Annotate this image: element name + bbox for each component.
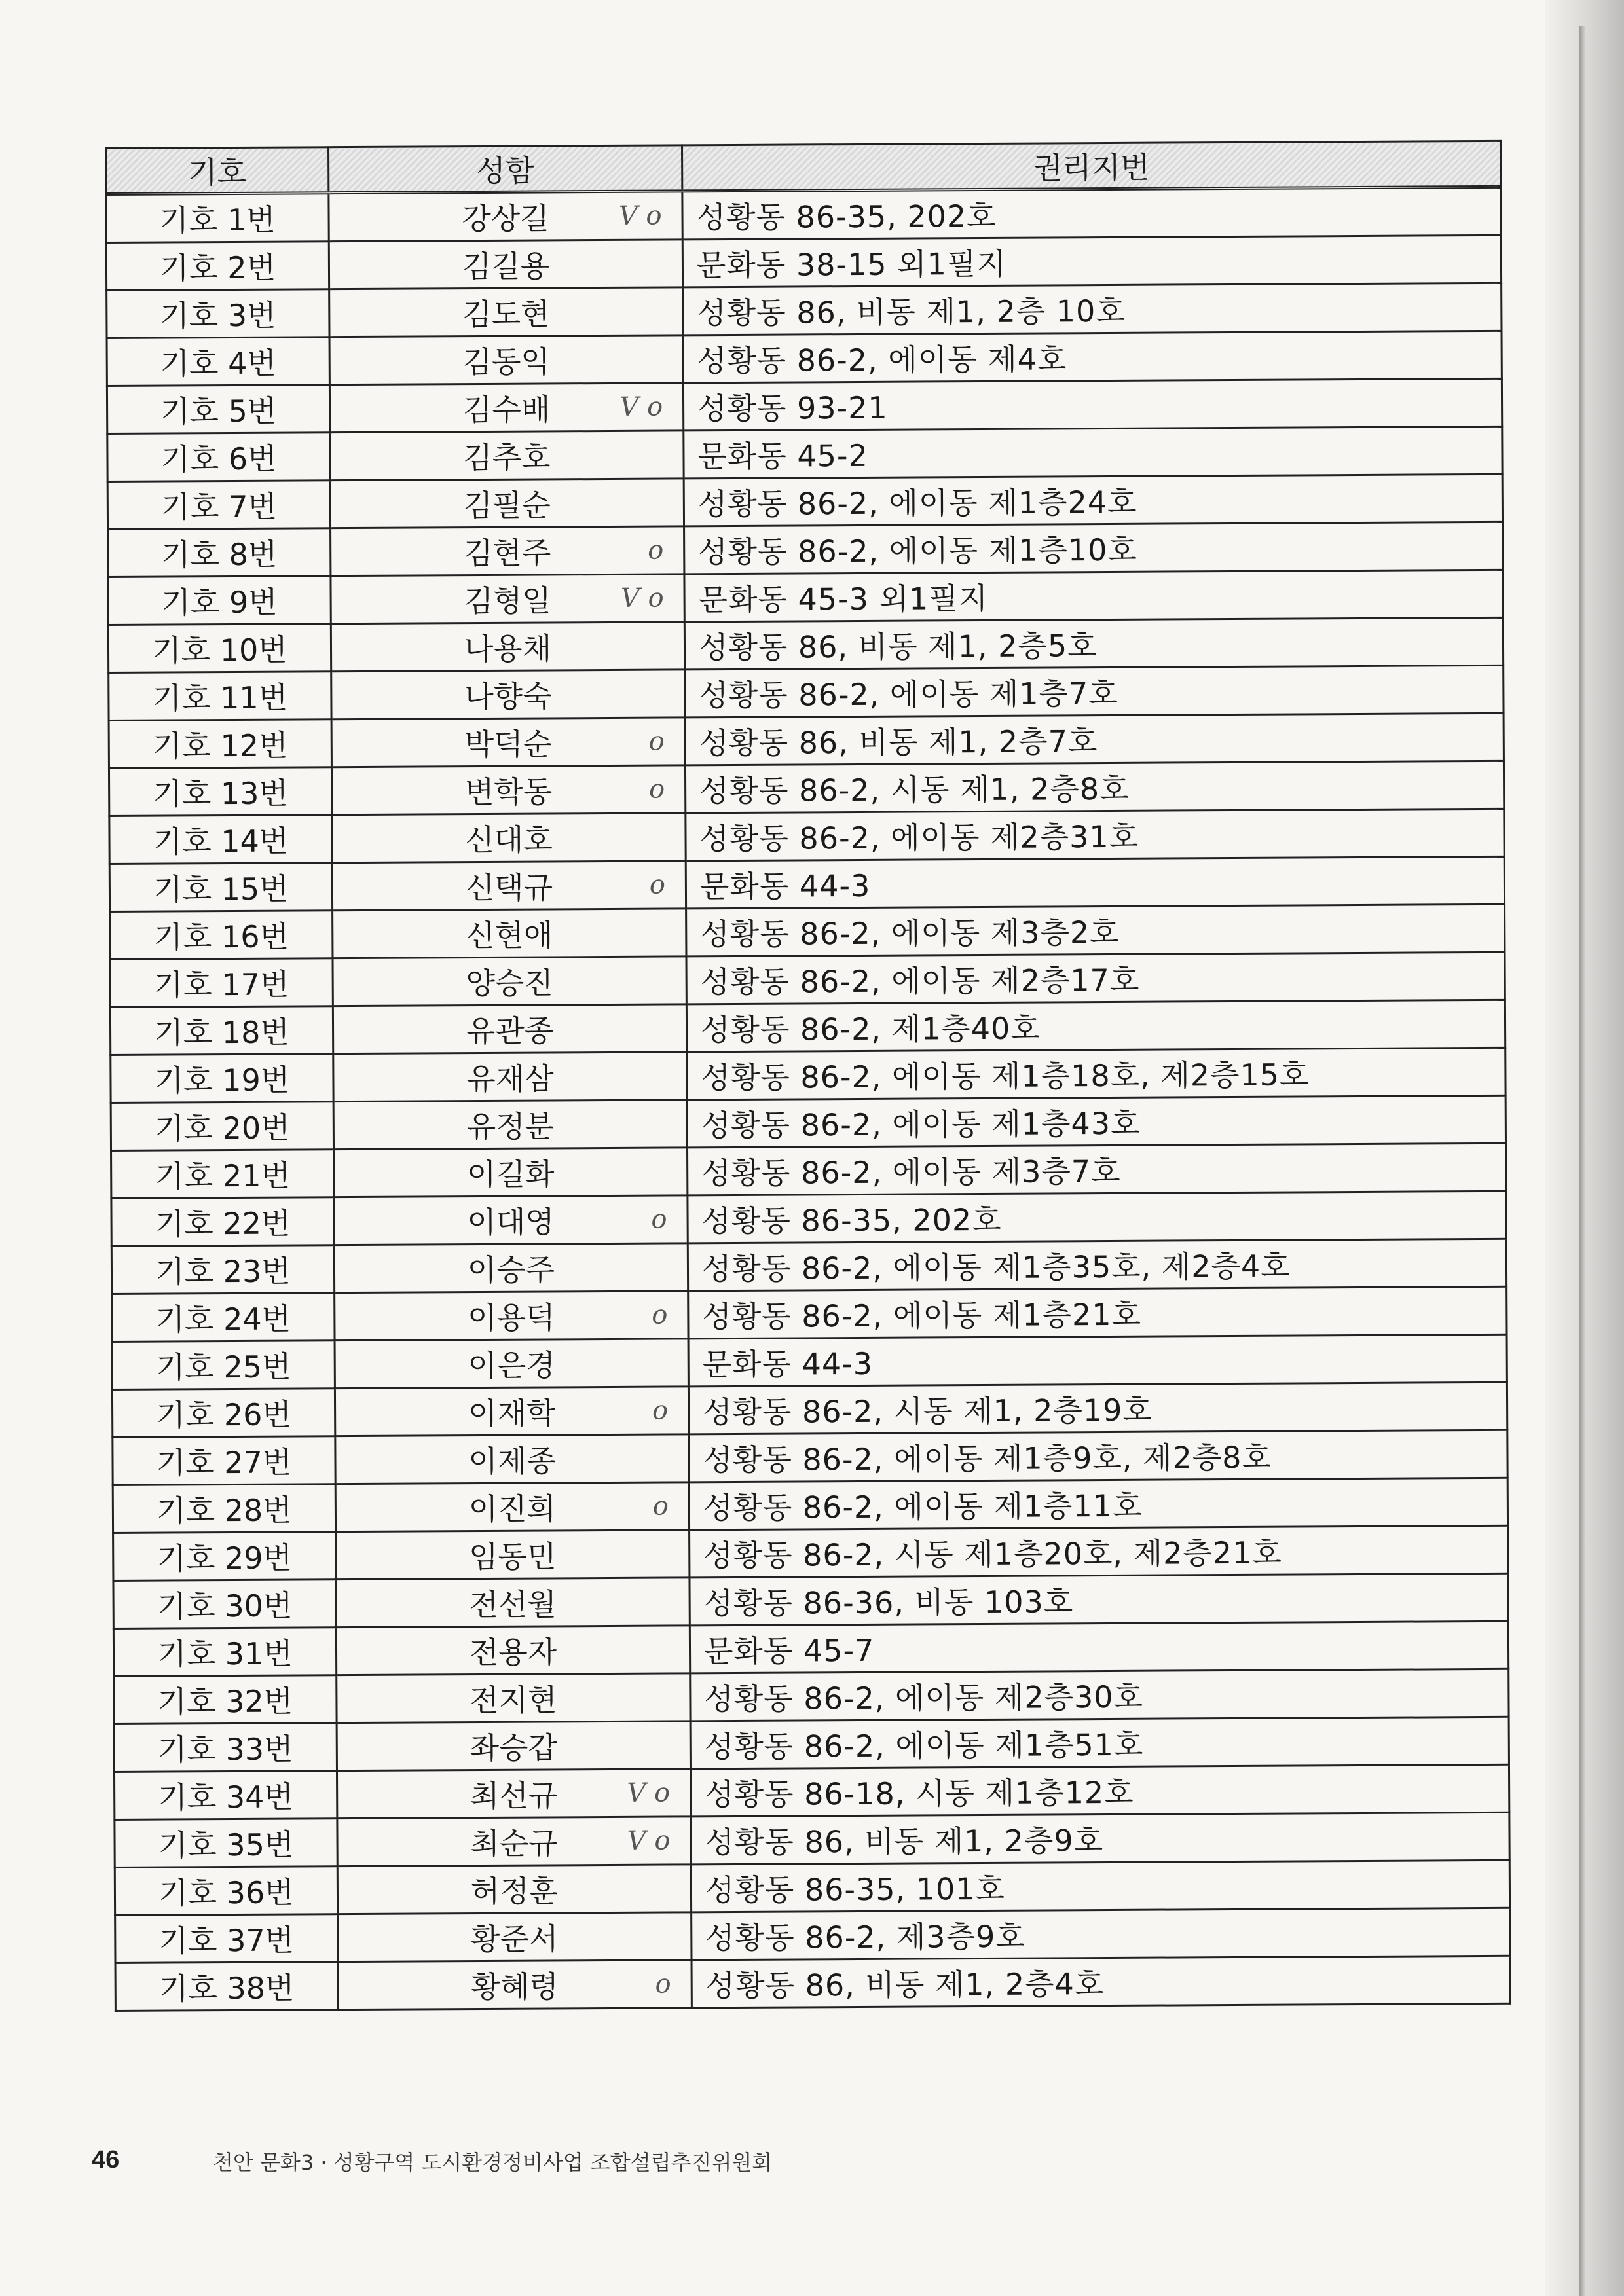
- row-address: 성황동 86-2, 시동 제1층20호, 제2층21호: [690, 1525, 1508, 1578]
- row-address: 성황동 86-2, 에이동 제1층51호: [690, 1717, 1509, 1769]
- table-row: [110, 904, 1505, 959]
- row-name: 김동익: [462, 344, 551, 380]
- row-name: 강상길: [462, 200, 549, 237]
- row-name: 신대호: [465, 822, 553, 858]
- row-address: 성황동 86-2, 에이동 제1층21호: [688, 1286, 1507, 1339]
- table-row: [107, 474, 1502, 529]
- row-name: 김필순: [463, 487, 551, 524]
- table-row: [114, 1669, 1509, 1724]
- row-name: 유관종: [466, 1013, 554, 1049]
- row-name: 변학동: [464, 774, 553, 811]
- row-number: 기호 32번: [114, 1675, 337, 1724]
- row-address: 성황동 86-2, 에이동 제2층30호: [690, 1669, 1509, 1721]
- row-name-cell: [331, 622, 684, 672]
- row-name: 황준서: [471, 1921, 559, 1958]
- row-number: 기호 28번: [113, 1484, 335, 1533]
- header-number: 기호: [106, 147, 329, 194]
- row-address: 성황동 86-2, 에이동 제3층7호: [688, 1143, 1506, 1195]
- table-row: [107, 378, 1502, 433]
- row-name-cell: [337, 1721, 690, 1771]
- row-address: 성황동 86-2, 에이동 제1층43호: [687, 1095, 1505, 1148]
- handwritten-check-mark: o: [655, 1969, 671, 1999]
- table-row: [114, 1764, 1509, 1819]
- table-row: [108, 617, 1503, 672]
- row-number: 기호 9번: [108, 576, 331, 625]
- table-row: [109, 761, 1504, 816]
- row-number: 기호 18번: [110, 1006, 333, 1055]
- row-name-cell: [337, 1817, 691, 1867]
- row-address: 성황동 86-2, 에이동 제1층10호: [684, 522, 1503, 574]
- row-name-cell: [337, 1673, 690, 1723]
- table-row: [111, 1143, 1506, 1198]
- row-address: 성황동 86, 비동 제1, 2층5호: [684, 617, 1503, 670]
- row-name-cell: [333, 1052, 687, 1102]
- table-header: [106, 141, 1501, 194]
- handwritten-check-mark: V o: [620, 583, 664, 613]
- handwritten-check-mark: o: [652, 1300, 668, 1330]
- row-number: 기호 15번: [109, 863, 332, 912]
- row-name: 김수배: [462, 392, 551, 428]
- table-row: [107, 283, 1502, 338]
- row-name: 전용자: [469, 1634, 557, 1671]
- row-name-cell: [336, 1578, 690, 1628]
- table-row: [113, 1525, 1508, 1580]
- footer-title: 천안 문화3 · 성황구역 도시환경정비사업 조합설립추진위원회: [213, 2150, 773, 2175]
- table-row: [109, 713, 1504, 768]
- row-number: 기호 14번: [109, 815, 332, 864]
- table-row: [112, 1382, 1507, 1437]
- handwritten-check-mark: o: [652, 1491, 669, 1522]
- row-number: 기호 38번: [115, 1962, 338, 2011]
- header-row: [106, 141, 1501, 194]
- row-name: 황혜령: [471, 1969, 559, 2005]
- row-name-cell: [331, 670, 685, 720]
- row-name-cell: [333, 1004, 686, 1054]
- row-number: 기호 36번: [115, 1867, 337, 1916]
- page-fold-line: [1579, 26, 1585, 2296]
- table-row: [106, 235, 1501, 290]
- row-name-cell: [332, 813, 686, 863]
- table-row: [111, 1048, 1505, 1102]
- candidate-table: [105, 140, 1511, 2012]
- row-name-cell: [330, 431, 684, 481]
- row-name: 박덕순: [464, 726, 553, 763]
- table-row: [111, 1191, 1506, 1246]
- row-address: 성황동 86-2, 에이동 제2층17호: [686, 952, 1505, 1004]
- table-row: [107, 331, 1502, 386]
- row-name: 이대영: [467, 1204, 555, 1241]
- row-number: 기호 26번: [112, 1389, 335, 1438]
- row-name: 유재삼: [466, 1061, 554, 1097]
- table-row: [110, 1000, 1505, 1055]
- row-address: 성황동 86-2, 시동 제1, 2층19호: [688, 1382, 1507, 1434]
- handwritten-check-mark: o: [652, 1395, 669, 1426]
- table-row: [115, 1812, 1509, 1867]
- handwritten-check-mark: o: [651, 1204, 667, 1235]
- table-row: [115, 1860, 1509, 1915]
- row-address: 성황동 86-35, 202호: [682, 187, 1501, 240]
- row-number: 기호 16번: [110, 911, 333, 960]
- row-number: 기호 37번: [115, 1914, 338, 1963]
- row-number: 기호 21번: [111, 1150, 334, 1199]
- row-name: 나용채: [464, 630, 552, 667]
- row-name-cell: [329, 191, 682, 242]
- table-row: [113, 1430, 1507, 1485]
- row-name: 김형일: [464, 583, 551, 619]
- table-row: [113, 1621, 1508, 1676]
- row-number: 기호 29번: [113, 1532, 336, 1581]
- table-row: [114, 1717, 1509, 1772]
- row-address: 문화동 45-3 외1필지: [684, 570, 1503, 622]
- row-address: 성황동 86, 비동 제1, 2층 10호: [683, 283, 1502, 335]
- row-number: 기호 27번: [113, 1436, 335, 1485]
- row-name: 신현애: [466, 917, 553, 954]
- row-number: 기호 24번: [112, 1293, 335, 1342]
- row-name: 이승주: [467, 1252, 555, 1288]
- row-address: 성황동 86-2, 제1층40호: [686, 1000, 1505, 1052]
- row-name: 양승진: [466, 965, 553, 1002]
- row-address: 성황동 86-35, 202호: [688, 1191, 1506, 1243]
- row-name-cell: [329, 383, 683, 433]
- row-name-cell: [335, 1387, 688, 1436]
- row-name-cell: [332, 861, 686, 911]
- row-name: 최순규: [470, 1825, 558, 1862]
- row-address: 성황동 86-2, 에이동 제1층7호: [685, 665, 1504, 718]
- handwritten-check-mark: V o: [627, 1777, 671, 1808]
- row-address: 문화동 44-3: [688, 1334, 1507, 1387]
- handwritten-check-mark: o: [648, 774, 665, 805]
- row-address: 성황동 86, 비동 제1, 2층7호: [685, 713, 1504, 765]
- table-row: [113, 1573, 1508, 1628]
- row-name-cell: [335, 1482, 689, 1532]
- row-name-cell: [334, 1195, 688, 1245]
- row-name: 좌승갑: [470, 1730, 558, 1766]
- row-name-cell: [338, 1912, 692, 1962]
- row-address: 성황동 86-36, 비동 103호: [690, 1573, 1508, 1626]
- scan-binding-shadow: [1545, 0, 1624, 2296]
- table-row: [109, 809, 1504, 864]
- row-name-cell: [335, 1291, 688, 1341]
- row-address: 성황동 86, 비동 제1, 2층4호: [692, 1956, 1510, 2008]
- row-name: 신택규: [465, 869, 553, 906]
- handwritten-check-mark: o: [649, 869, 666, 900]
- row-name: 이재학: [468, 1395, 556, 1432]
- row-number: 기호 1번: [106, 193, 329, 243]
- row-name: 김도현: [462, 296, 550, 333]
- row-number: 기호 4번: [107, 337, 329, 386]
- row-address: 문화동 44-3: [686, 856, 1504, 909]
- row-address: 성황동 86-2, 에이동 제1층24호: [684, 474, 1502, 526]
- table-row: [106, 187, 1501, 242]
- header-address: 권리지번: [682, 141, 1500, 191]
- row-number: 기호 19번: [111, 1054, 333, 1103]
- row-number: 기호 17번: [110, 958, 333, 1008]
- row-name-cell: [336, 1626, 690, 1675]
- row-number: 기호 7번: [107, 481, 330, 530]
- row-name-cell: [330, 479, 684, 528]
- table-row: [111, 1239, 1506, 1294]
- row-number: 기호 30번: [113, 1580, 336, 1629]
- row-address: 성황동 86-2, 에이동 제3층2호: [686, 904, 1505, 957]
- row-address: 문화동 45-2: [684, 426, 1502, 479]
- row-address: 성황동 93-21: [683, 378, 1502, 431]
- row-name-cell: [329, 287, 683, 337]
- row-name: 최선규: [470, 1777, 558, 1814]
- row-number: 기호 8번: [108, 528, 331, 577]
- row-number: 기호 35번: [115, 1819, 337, 1868]
- row-name-cell: [337, 1769, 690, 1819]
- row-name: 이진희: [468, 1491, 557, 1527]
- row-number: 기호 3번: [107, 289, 329, 338]
- row-number: 기호 13번: [109, 767, 331, 816]
- table-row: [107, 426, 1502, 481]
- row-name-cell: [331, 718, 685, 767]
- row-name-cell: [331, 526, 684, 576]
- row-number: 기호 34번: [114, 1771, 337, 1820]
- row-name-cell: [333, 909, 686, 958]
- row-address: 문화동 45-7: [690, 1621, 1508, 1673]
- row-address: 성황동 86-2, 에이동 제1층18호, 제2층15호: [687, 1048, 1505, 1100]
- row-name-cell: [334, 1148, 688, 1197]
- table-row: [115, 1908, 1510, 1963]
- row-number: 기호 23번: [111, 1245, 334, 1294]
- row-name-cell: [336, 1530, 690, 1580]
- row-name-cell: [337, 1865, 691, 1914]
- row-name-cell: [338, 1960, 692, 2010]
- row-number: 기호 2번: [106, 242, 329, 291]
- row-number: 기호 6번: [107, 433, 330, 482]
- row-name: 이은경: [468, 1347, 556, 1384]
- row-name-cell: [335, 1434, 689, 1484]
- row-name-cell: [333, 957, 686, 1006]
- table-body: [106, 187, 1511, 2011]
- row-number: 기호 10번: [108, 624, 331, 673]
- row-address: 성황동 86-2, 에이동 제1층9호, 제2층8호: [689, 1430, 1507, 1482]
- handwritten-check-mark: V o: [627, 1825, 671, 1856]
- table-row: [113, 1478, 1507, 1533]
- row-name: 나향숙: [464, 678, 552, 715]
- table-row: [108, 522, 1503, 577]
- row-number: 기호 5번: [107, 385, 329, 434]
- row-address: 성황동 86-2, 제3층9호: [692, 1908, 1510, 1960]
- page-number: 46: [92, 2146, 120, 2174]
- handwritten-check-mark: o: [648, 726, 665, 757]
- row-address: 성황동 86-2, 에이동 제1층11호: [689, 1478, 1507, 1530]
- table-row: [110, 952, 1505, 1007]
- row-name: 김추호: [463, 439, 551, 476]
- row-name: 김길용: [462, 248, 550, 285]
- row-name: 이길화: [466, 1156, 555, 1193]
- row-name-cell: [335, 1339, 688, 1389]
- row-name: 허정훈: [470, 1873, 559, 1910]
- table-row: [109, 665, 1504, 720]
- row-name: 전지현: [470, 1682, 557, 1719]
- handwritten-check-mark: o: [648, 535, 664, 566]
- header-name: 성함: [329, 145, 682, 193]
- row-name-cell: [331, 765, 685, 815]
- row-address: 성황동 86-2, 시동 제1, 2층8호: [685, 761, 1504, 813]
- table-row: [109, 856, 1504, 911]
- row-number: 기호 11번: [109, 672, 331, 721]
- row-address: 성황동 86-2, 에이동 제4호: [683, 331, 1502, 383]
- row-address: 성황동 86-2, 에이동 제1층35호, 제2층4호: [688, 1239, 1506, 1291]
- table-row: [112, 1286, 1507, 1341]
- row-number: 기호 22번: [111, 1197, 334, 1247]
- row-name-cell: [333, 1100, 687, 1150]
- row-number: 기호 31번: [113, 1628, 336, 1677]
- table-row: [111, 1095, 1505, 1150]
- row-name: 김현주: [463, 535, 551, 572]
- row-name-cell: [329, 335, 683, 385]
- row-number: 기호 12번: [109, 720, 331, 769]
- row-address: 문화동 38-15 외1필지: [682, 235, 1501, 287]
- row-name: 전선월: [469, 1586, 557, 1623]
- row-number: 기호 25번: [112, 1341, 335, 1390]
- row-name: 이제종: [468, 1443, 556, 1480]
- table-row: [108, 570, 1503, 625]
- row-address: 성황동 86-2, 에이동 제2층31호: [686, 809, 1504, 861]
- row-name-cell: [331, 574, 684, 624]
- handwritten-check-mark: V o: [618, 200, 662, 231]
- row-number: 기호 20번: [111, 1102, 333, 1151]
- row-number: 기호 33번: [114, 1723, 337, 1772]
- table-row: [115, 1956, 1510, 2011]
- row-name: 이용덕: [468, 1300, 555, 1336]
- handwritten-check-mark: V o: [619, 392, 663, 422]
- row-name-cell: [329, 240, 682, 289]
- row-name-cell: [334, 1243, 688, 1293]
- row-address: 성황동 86, 비동 제1, 2층9호: [691, 1812, 1509, 1865]
- row-address: 성황동 86-35, 101호: [691, 1860, 1509, 1912]
- row-address: 성황동 86-18, 시동 제1층12호: [690, 1764, 1509, 1817]
- table-row: [112, 1334, 1507, 1389]
- row-name: 임동민: [468, 1539, 557, 1575]
- row-name: 유정분: [466, 1108, 555, 1145]
